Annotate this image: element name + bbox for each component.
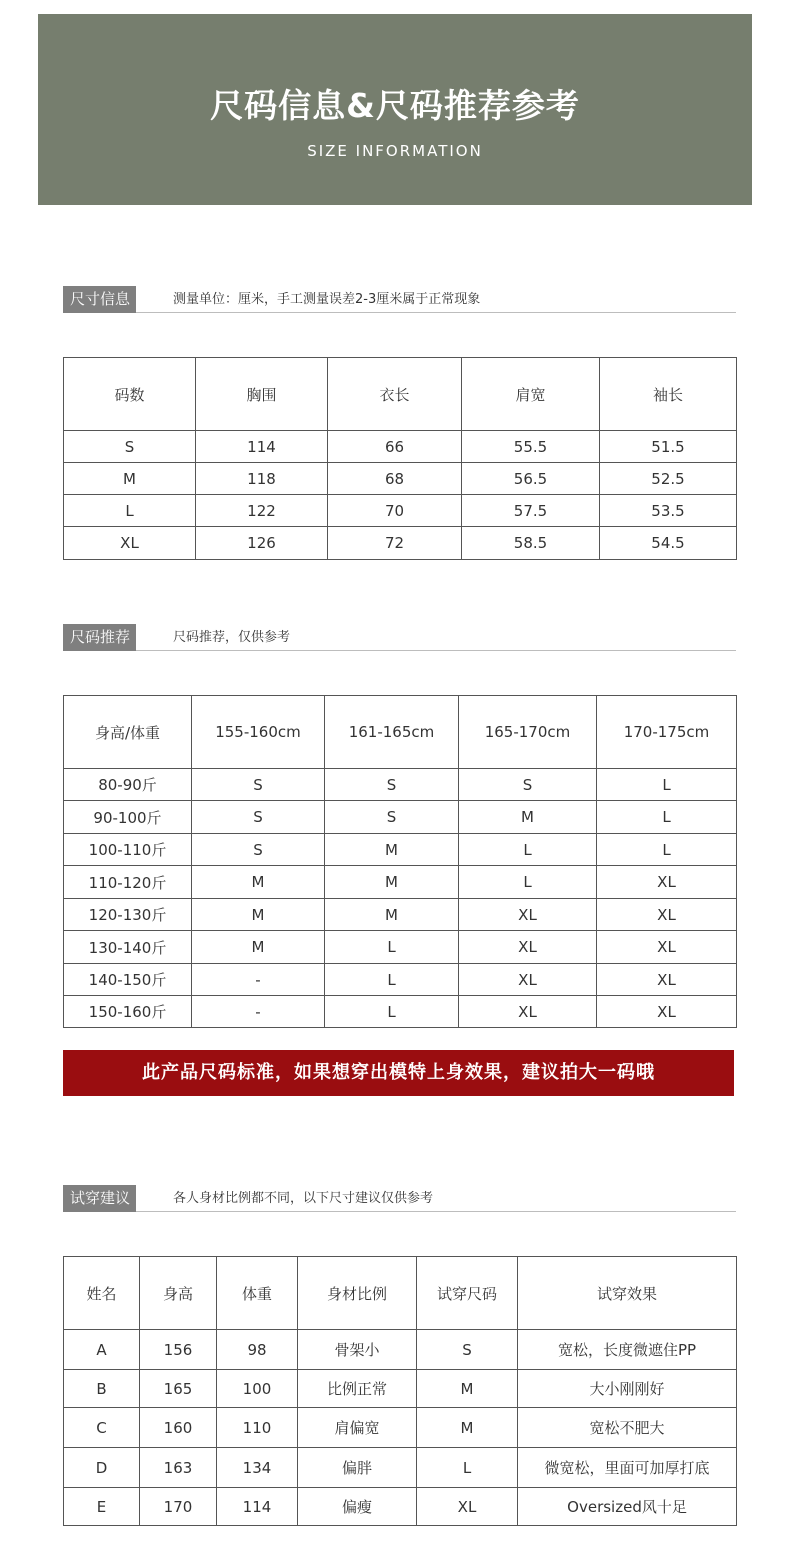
table-row (64, 527, 737, 560)
table-cell: 134 (217, 1448, 298, 1488)
table-row (64, 996, 737, 1028)
table-cell: L (64, 495, 196, 527)
table-cell: 宽松不肥大 (518, 1408, 737, 1448)
table-cell: E (64, 1488, 140, 1526)
table-row (64, 495, 737, 527)
table-cell: 偏瘦 (298, 1488, 417, 1526)
table-cell: S (192, 801, 325, 834)
size-info-table (63, 357, 737, 560)
table-cell: XL (459, 931, 597, 964)
table-cell: L (325, 996, 459, 1028)
header-cell: 肩宽 (462, 358, 600, 431)
table-row (64, 964, 737, 996)
table-cell: 114 (196, 431, 328, 463)
table-row (64, 1330, 737, 1370)
table-cell: S (192, 834, 325, 866)
fitting-tag: 试穿建议 (63, 1185, 136, 1212)
size-info-tag: 尺寸信息 (63, 286, 136, 313)
table-cell: L (459, 834, 597, 866)
table-cell: XL (597, 899, 737, 931)
table-cell: 170 (140, 1488, 217, 1526)
table-cell: XL (597, 996, 737, 1028)
header-cell: 170-175cm (597, 696, 737, 769)
table-cell: 53.5 (600, 495, 737, 527)
table-header-row (64, 696, 737, 769)
table-cell: M (459, 801, 597, 834)
table-cell: 58.5 (462, 527, 600, 560)
header-cell: 衣长 (328, 358, 462, 431)
header-cell: 体重 (217, 1257, 298, 1330)
header-cell: 161-165cm (325, 696, 459, 769)
table-cell: M (417, 1370, 518, 1408)
table-cell: 122 (196, 495, 328, 527)
table-cell: XL (597, 964, 737, 996)
table-cell: 宽松，长度微遮住PP (518, 1330, 737, 1370)
table-cell: 偏胖 (298, 1448, 417, 1488)
size-info-note: 测量单位：厘米，手工测量误差2-3厘米属于正常现象 (173, 292, 481, 307)
table-row (64, 931, 737, 964)
table-cell: 165 (140, 1370, 217, 1408)
table-cell: 57.5 (462, 495, 600, 527)
table-cell: S (64, 431, 196, 463)
table-cell: 126 (196, 527, 328, 560)
header-cell: 身高 (140, 1257, 217, 1330)
header-banner (38, 14, 752, 205)
size-info-section-header (63, 286, 736, 313)
table-cell: L (597, 769, 737, 801)
table-cell: XL (459, 899, 597, 931)
table-row (64, 769, 737, 801)
size-rec-table (63, 695, 737, 1028)
table-cell: XL (597, 866, 737, 899)
header-cell: 试穿尺码 (417, 1257, 518, 1330)
table-cell: 118 (196, 463, 328, 495)
table-cell: B (64, 1370, 140, 1408)
table-cell: 130-140斤 (64, 931, 192, 964)
table-row (64, 866, 737, 899)
table-cell: 110-120斤 (64, 866, 192, 899)
table-cell: 72 (328, 527, 462, 560)
fitting-note: 各人身材比例都不同，以下尺寸建议仅供参考 (173, 1191, 434, 1206)
table-cell: XL (459, 964, 597, 996)
table-cell: L (597, 801, 737, 834)
table-cell: C (64, 1408, 140, 1448)
header-cell: 身高/体重 (64, 696, 192, 769)
table-cell: L (459, 866, 597, 899)
table-cell: 110 (217, 1408, 298, 1448)
table-row (64, 463, 737, 495)
page-subtitle: SIZE INFORMATION (307, 142, 483, 160)
header-cell: 袖长 (600, 358, 737, 431)
table-cell: 120-130斤 (64, 899, 192, 931)
table-cell: 114 (217, 1488, 298, 1526)
table-cell: S (417, 1330, 518, 1370)
header-cell: 胸围 (196, 358, 328, 431)
table-cell: 80-90斤 (64, 769, 192, 801)
table-cell: S (192, 769, 325, 801)
table-cell: XL (417, 1488, 518, 1526)
table-cell: 66 (328, 431, 462, 463)
table-cell: M (417, 1408, 518, 1448)
table-cell: D (64, 1448, 140, 1488)
table-cell: S (459, 769, 597, 801)
table-cell: 大小刚刚好 (518, 1370, 737, 1408)
table-row (64, 834, 737, 866)
header-cell: 身材比例 (298, 1257, 417, 1330)
table-cell: S (325, 801, 459, 834)
table-cell: XL (597, 931, 737, 964)
size-rec-tag: 尺码推荐 (63, 624, 136, 651)
table-row (64, 1370, 737, 1408)
table-row (64, 431, 737, 463)
table-cell: 70 (328, 495, 462, 527)
page-title: 尺码信息&尺码推荐参考 (210, 86, 580, 125)
table-cell: 160 (140, 1408, 217, 1448)
table-cell: 微宽松，里面可加厚打底 (518, 1448, 737, 1488)
table-cell: Oversized风十足 (518, 1488, 737, 1526)
table-cell: 51.5 (600, 431, 737, 463)
size-rec-section-header (63, 624, 736, 651)
table-cell: 100 (217, 1370, 298, 1408)
table-cell: S (325, 769, 459, 801)
table-header-row (64, 358, 737, 431)
table-cell: A (64, 1330, 140, 1370)
table-cell: 163 (140, 1448, 217, 1488)
table-row (64, 1488, 737, 1526)
table-header-row (64, 1257, 737, 1330)
table-cell: M (325, 834, 459, 866)
table-cell: 150-160斤 (64, 996, 192, 1028)
table-cell: 骨架小 (298, 1330, 417, 1370)
table-cell: M (325, 899, 459, 931)
table-cell: 54.5 (600, 527, 737, 560)
header-cell: 码数 (64, 358, 196, 431)
size-notice-banner: 此产品尺码标准，如果想穿出模特上身效果，建议拍大一码哦 (63, 1050, 734, 1096)
header-cell: 姓名 (64, 1257, 140, 1330)
table-row (64, 1448, 737, 1488)
table-cell: XL (459, 996, 597, 1028)
table-cell: 90-100斤 (64, 801, 192, 834)
table-cell: M (325, 866, 459, 899)
table-cell: 98 (217, 1330, 298, 1370)
fitting-table (63, 1256, 737, 1526)
table-cell: 56.5 (462, 463, 600, 495)
table-cell: 68 (328, 463, 462, 495)
table-cell: L (417, 1448, 518, 1488)
table-cell: 156 (140, 1330, 217, 1370)
table-cell: M (192, 866, 325, 899)
size-rec-note: 尺码推荐，仅供参考 (173, 630, 291, 645)
table-cell: 55.5 (462, 431, 600, 463)
table-row (64, 801, 737, 834)
table-row (64, 1408, 737, 1448)
table-cell: M (192, 931, 325, 964)
table-cell: M (64, 463, 196, 495)
table-row (64, 899, 737, 931)
fitting-section-header (63, 1185, 736, 1212)
table-cell: - (192, 964, 325, 996)
table-cell: M (192, 899, 325, 931)
table-cell: 52.5 (600, 463, 737, 495)
table-cell: L (325, 964, 459, 996)
table-cell: 肩偏宽 (298, 1408, 417, 1448)
table-cell: 140-150斤 (64, 964, 192, 996)
table-cell: 100-110斤 (64, 834, 192, 866)
table-cell: L (325, 931, 459, 964)
table-cell: L (597, 834, 737, 866)
header-cell: 试穿效果 (518, 1257, 737, 1330)
table-cell: - (192, 996, 325, 1028)
table-cell: XL (64, 527, 196, 560)
table-cell: 比例正常 (298, 1370, 417, 1408)
header-cell: 155-160cm (192, 696, 325, 769)
header-cell: 165-170cm (459, 696, 597, 769)
